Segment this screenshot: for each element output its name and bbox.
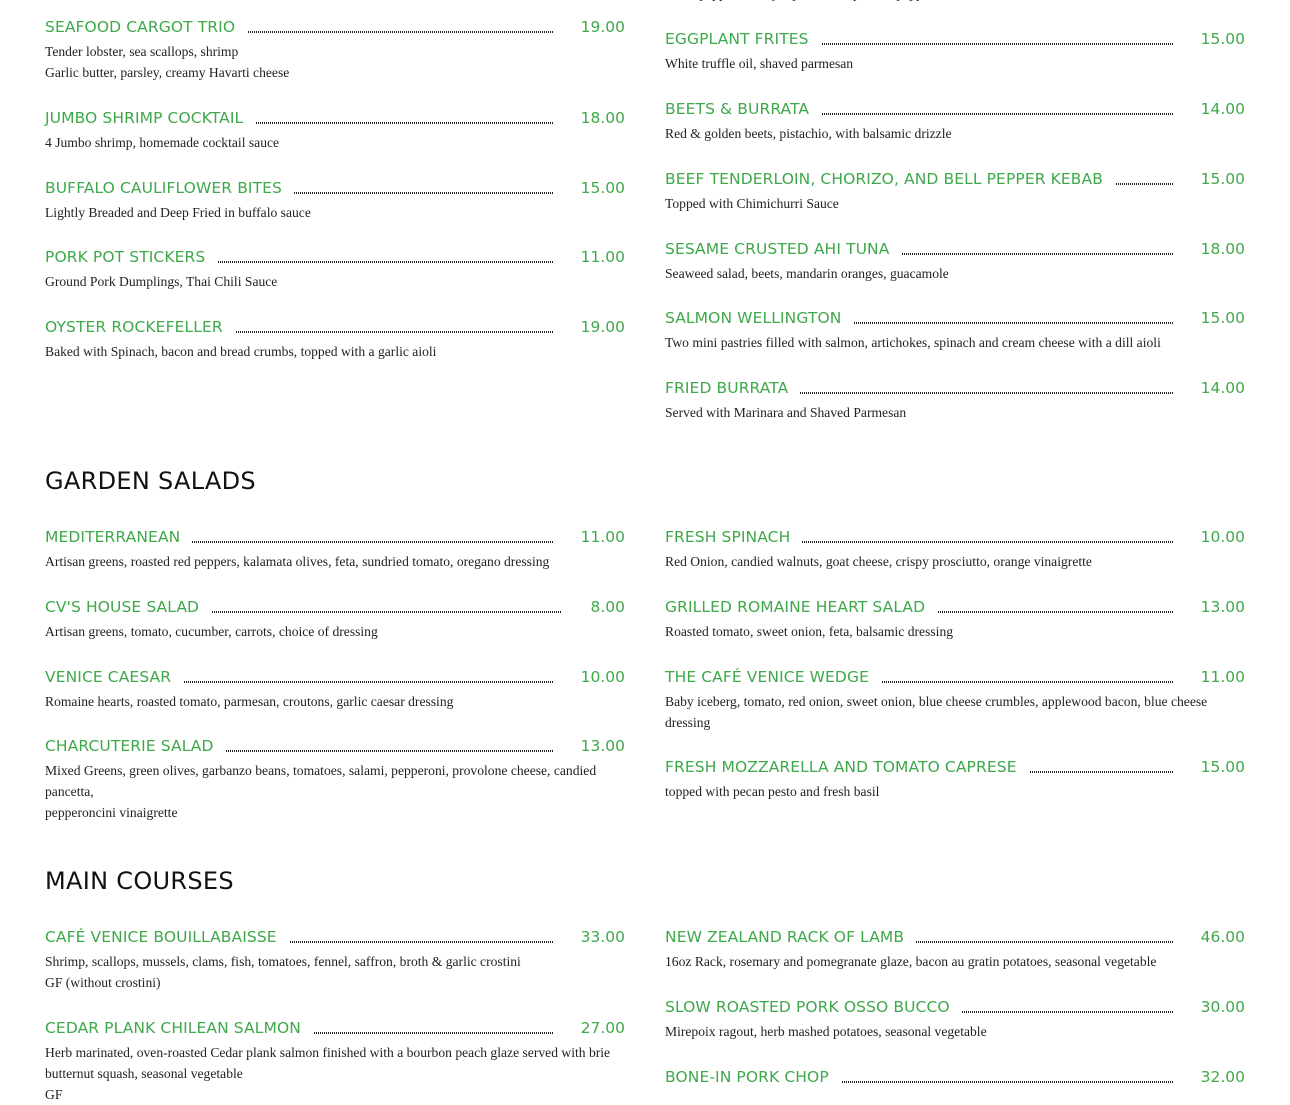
menu-item-description — [45, 951, 625, 993]
menu-item-description — [665, 951, 1245, 972]
menu-item-description — [665, 53, 1245, 74]
description-line: Herb marinated, oven-roasted Cedar plank salmon finished with a bourbon peach glaze served with brie butternut squash, seasonal vegetable — [45, 1045, 611, 1081]
menu-item-header — [45, 108, 625, 130]
description-line: Baby iceberg, tomato, red onion, sweet onion, blue cheese crumbles, applewood bacon, blue cheese dressing — [665, 694, 1208, 730]
menu-item-header — [665, 667, 1245, 689]
menu-item — [45, 736, 625, 823]
menu-item — [665, 29, 1245, 74]
section-title-mains: MAIN COURSES — [45, 867, 234, 895]
menu-item-name: CEDAR PLANK CHILEAN SALMON — [45, 1018, 313, 1038]
description-line: Ground Pork Dumplings, Thai Chili Sauce — [45, 274, 278, 289]
menu-item — [665, 597, 1245, 642]
description-line: Two mini pastries filled with salmon, artichokes, spinach and cream cheese with a dill aioli — [665, 335, 1161, 350]
description-line: Served with Marinara and Shaved Parmesan — [665, 405, 907, 420]
menu-item — [45, 17, 625, 83]
menu-item — [665, 527, 1245, 572]
menu-item-header — [665, 99, 1245, 121]
menu-item-header — [665, 757, 1245, 779]
menu-item-price: 18.00 — [1173, 239, 1245, 259]
menu-item — [665, 1067, 1245, 1089]
description-line: Romaine hearts, roasted tomato, parmesan, croutons, garlic caesar dressing — [45, 694, 454, 709]
description-line: Garlic butter, parsley, creamy Havarti cheese — [45, 65, 290, 80]
menu-item-name: PORK POT STICKERS — [45, 247, 217, 267]
menu-item-header — [45, 17, 625, 39]
menu-item-name: THE CAFÉ VENICE WEDGE — [665, 667, 881, 687]
description-line: Seaweed salad, beets, mandarin oranges, guacamole — [665, 266, 949, 281]
menu-item-name: CV'S HOUSE SALAD — [45, 597, 211, 617]
menu-item-description — [665, 781, 1245, 802]
description-line: Roasted tomato, sweet onion, feta, balsamic dressing — [665, 624, 954, 639]
menu-item-price: 14.00 — [1173, 378, 1245, 398]
menu-item-price: 15.00 — [1173, 29, 1245, 49]
menu-item-price: 8.00 — [562, 597, 625, 617]
menu-item-price: 13.00 — [1173, 597, 1245, 617]
menu-item-description — [665, 691, 1245, 733]
menu-item — [665, 757, 1245, 802]
partial-description-top — [665, 0, 939, 2]
menu-item-header — [45, 247, 625, 269]
menu-item-price: 46.00 — [1173, 927, 1245, 947]
menu-item-price: 32.00 — [1173, 1067, 1245, 1087]
menu-item-header — [665, 927, 1245, 949]
menu-item-header — [665, 597, 1245, 619]
description-line: GF — [45, 1087, 63, 1102]
menu-item-header — [665, 239, 1245, 261]
menu-item-description — [665, 402, 1245, 423]
menu-item-price: 30.00 — [1173, 997, 1245, 1017]
menu-item-name: BUFFALO CAULIFLOWER BITES — [45, 178, 294, 198]
menu-item-description — [45, 551, 625, 572]
menu-item — [665, 667, 1245, 733]
menu-item-price: 15.00 — [1173, 308, 1245, 328]
description-line: Artisan greens, tomato, cucumber, carrots, choice of dressing — [45, 624, 378, 639]
menu-item-price: 11.00 — [553, 527, 625, 547]
menu-item-header — [665, 308, 1245, 330]
menu-item-name: CAFÉ VENICE BOUILLABAISSE — [45, 927, 289, 947]
menu-item-name: FRESH SPINACH — [665, 527, 802, 547]
menu-item-header — [45, 178, 625, 200]
description-line: Red & golden beets, pistachio, with balsamic drizzle — [665, 126, 952, 141]
menu-item-price: 15.00 — [1173, 757, 1245, 777]
menu-item-name: SESAME CRUSTED AHI TUNA — [665, 239, 901, 259]
description-line: Topped with Chimichurri Sauce — [665, 196, 839, 211]
menu-item — [665, 308, 1245, 353]
menu-item — [665, 927, 1245, 972]
menu-item-name: GRILLED ROMAINE HEART SALAD — [665, 597, 937, 617]
menu-item-name: FRESH MOZZARELLA AND TOMATO CAPRESE — [665, 757, 1029, 777]
menu-item-name: VENICE CAESAR — [45, 667, 183, 687]
description-line: Lightly Breaded and Deep Fried in buffalo sauce — [45, 205, 311, 220]
menu-item-price: 10.00 — [553, 667, 625, 687]
menu-item-name: MEDITERRANEAN — [45, 527, 192, 547]
menu-item-header — [45, 667, 625, 689]
menu-item-name: JUMBO SHRIMP COCKTAIL — [45, 108, 255, 128]
menu-item-header — [45, 597, 625, 619]
menu-item-name: FRIED BURRATA — [665, 378, 800, 398]
menu-item — [665, 169, 1245, 214]
menu-item-price: 14.00 — [1173, 99, 1245, 119]
menu-item — [45, 927, 625, 993]
menu-item-price: 27.00 — [553, 1018, 625, 1038]
menu-item — [45, 108, 625, 153]
menu-item — [45, 527, 625, 572]
menu-item-name: BONE-IN PORK CHOP — [665, 1067, 841, 1087]
menu-item-description — [45, 271, 625, 292]
menu-item — [45, 1018, 625, 1105]
menu-item-header — [45, 317, 625, 339]
menu-item-price: 15.00 — [1173, 169, 1245, 189]
menu-item-header — [665, 169, 1245, 191]
menu-item-name: NEW ZEALAND RACK OF LAMB — [665, 927, 916, 947]
menu-item-price: 11.00 — [553, 247, 625, 267]
menu-item-header — [45, 527, 625, 549]
description-line: pepperoncini vinaigrette — [45, 805, 178, 820]
menu-item-description — [665, 551, 1245, 572]
description-line: GF (without crostini) — [45, 975, 161, 990]
menu-item-name: BEEF TENDERLOIN, CHORIZO, AND BELL PEPPER KEBAB — [665, 169, 1115, 189]
menu-item — [45, 247, 625, 292]
menu-item-price: 11.00 — [1173, 667, 1245, 687]
menu-item-description — [665, 1021, 1245, 1042]
menu-item-name: SEAFOOD CARGOT TRIO — [45, 17, 247, 37]
menu-item-price: 19.00 — [553, 17, 625, 37]
menu-item-price: 13.00 — [553, 736, 625, 756]
menu-item-description — [665, 193, 1245, 214]
menu-item-description — [665, 263, 1245, 284]
menu-item-name: OYSTER ROCKEFELLER — [45, 317, 235, 337]
menu-item-description — [45, 202, 625, 223]
description-line: Shrimp, scallops, mussels, clams, fish, tomatoes, fennel, saffron, broth & garlic crostini — [45, 954, 521, 969]
menu-item-header — [665, 1067, 1245, 1089]
menu-item-header — [45, 927, 625, 949]
menu-item-description — [45, 41, 625, 83]
menu-item-header — [45, 736, 625, 758]
menu-item-name: EGGPLANT FRITES — [665, 29, 821, 49]
menu-item-price: 15.00 — [553, 178, 625, 198]
description-line: Mirepoix ragout, herb mashed potatoes, seasonal vegetable — [665, 1024, 987, 1039]
menu-item-price: 33.00 — [553, 927, 625, 947]
description-line: 16oz Rack, rosemary and pomegranate glaze, bacon au gratin potatoes, seasonal vegetable — [665, 954, 1157, 969]
menu-item-description — [665, 621, 1245, 642]
description-line: White truffle oil, shaved parmesan — [665, 56, 854, 71]
menu-item — [665, 997, 1245, 1042]
menu-item-description — [665, 123, 1245, 144]
menu-item-description — [45, 691, 625, 712]
menu-item-header — [665, 29, 1245, 51]
menu-item-price: 18.00 — [553, 108, 625, 128]
description-line: Mixed Greens, green olives, garbanzo beans, tomatoes, salami, pepperoni, provolone cheese, candied pancetta, — [45, 763, 597, 799]
menu-item-description — [45, 132, 625, 153]
menu-item-description — [45, 621, 625, 642]
menu-item-header — [665, 527, 1245, 549]
menu-item-description — [45, 341, 625, 362]
description-line: Red Onion, candied walnuts, goat cheese, crispy prosciutto, orange vinaigrette — [665, 554, 1092, 569]
menu-item — [665, 99, 1245, 144]
menu-item-header — [665, 997, 1245, 1019]
menu-item — [45, 597, 625, 642]
menu-item-price: 19.00 — [553, 317, 625, 337]
menu-item — [665, 378, 1245, 423]
menu-item-description — [45, 1042, 625, 1105]
menu-item — [45, 178, 625, 223]
description-line: Baked with Spinach, bacon and bread crumbs, topped with a garlic aioli — [45, 344, 437, 359]
menu-item-price: 10.00 — [1173, 527, 1245, 547]
description-line: Artisan greens, roasted red peppers, kalamata olives, feta, sundried tomato, oregano dressing — [45, 554, 550, 569]
menu-item-name: CHARCUTERIE SALAD — [45, 736, 226, 756]
menu-item-header — [45, 1018, 625, 1040]
menu-item-description — [665, 332, 1245, 353]
menu-item — [665, 239, 1245, 284]
description-line: 4 Jumbo shrimp, homemade cocktail sauce — [45, 135, 280, 150]
menu-item-name: SLOW ROASTED PORK OSSO BUCCO — [665, 997, 962, 1017]
description-line: Tender lobster, sea scallops, shrimp — [45, 44, 239, 59]
section-title-salads: GARDEN SALADS — [45, 467, 256, 495]
menu-item-name: SALMON WELLINGTON — [665, 308, 853, 328]
menu-item — [45, 317, 625, 362]
menu-item — [45, 667, 625, 712]
menu-item-header — [665, 378, 1245, 400]
description-line: topped with pecan pesto and fresh basil — [665, 784, 880, 799]
menu-item-name: BEETS & BURRATA — [665, 99, 821, 119]
menu-item-description — [45, 760, 625, 823]
